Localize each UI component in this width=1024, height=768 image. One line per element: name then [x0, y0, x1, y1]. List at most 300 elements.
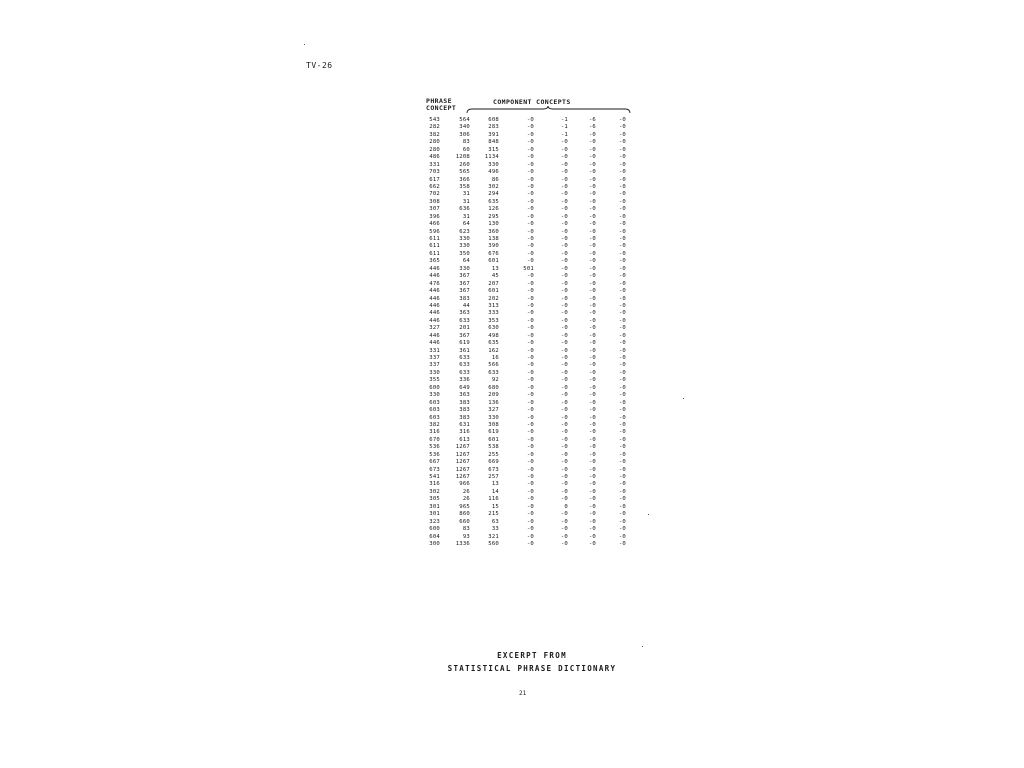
component-concept-cell: -0: [526, 518, 534, 525]
component-concept-cell: 673: [488, 466, 499, 473]
component-concept-cell: 126: [488, 206, 499, 213]
component-concept-cell: -0: [588, 146, 596, 153]
component-concept-cell: -0: [618, 407, 626, 414]
phrase-concept-cell: 600: [429, 526, 440, 533]
phrase-concept-cell: 323: [429, 518, 440, 525]
table-row: [424, 139, 634, 146]
component-concept-cell: -0: [560, 451, 568, 458]
component-concept-cell: -0: [560, 213, 568, 220]
phrase-concept-cell: 603: [429, 399, 440, 406]
table-row: [424, 422, 634, 429]
component-concept-cell: -0: [526, 288, 534, 295]
component-concept-cell: -0: [588, 154, 596, 161]
component-concept-cell: -0: [526, 317, 534, 324]
component-concept-cell: -0: [526, 459, 534, 466]
component-concept-cell: -1: [560, 131, 568, 138]
component-concept-cell: 202: [488, 295, 499, 302]
component-concept-cell: -0: [560, 436, 568, 443]
component-concept-cell: 383: [459, 407, 470, 414]
component-concept-cell: 635: [488, 198, 499, 205]
component-concept-cell: 848: [488, 139, 499, 146]
component-concept-cell: -0: [560, 154, 568, 161]
component-concept-cell: -0: [560, 481, 568, 488]
component-concept-cell: -0: [588, 317, 596, 324]
component-concept-cell: -0: [618, 213, 626, 220]
table-row: [424, 385, 634, 392]
component-concept-cell: -0: [560, 511, 568, 518]
phrase-concept-cell: 611: [429, 250, 440, 257]
component-concept-cell: -0: [588, 258, 596, 265]
component-concept-cell: -0: [618, 496, 626, 503]
component-concept-cell: -0: [588, 347, 596, 354]
component-concept-cell: -0: [618, 474, 626, 480]
phrase-concept-cell: 330: [429, 369, 440, 376]
component-concept-cell: -0: [618, 139, 626, 146]
component-concept-cell: -0: [560, 310, 568, 317]
component-concept-cell: -0: [588, 451, 596, 458]
table-row: [424, 229, 634, 236]
table-row: [424, 214, 634, 221]
component-concept-cell: -0: [560, 146, 568, 153]
table-row: [424, 541, 634, 548]
component-concept-cell: -0: [526, 399, 534, 406]
component-concept-cell: -0: [618, 540, 626, 547]
component-concept-cell: 63: [491, 518, 499, 525]
component-concept-cell: -0: [526, 154, 534, 161]
component-concept-cell: -0: [588, 421, 596, 428]
component-concept-cell: 207: [488, 280, 499, 287]
component-concept-cell: 93: [462, 533, 470, 540]
component-concept-cell: -0: [618, 191, 626, 198]
component-concept-cell: -0: [526, 533, 534, 540]
component-concept-cell: -0: [526, 250, 534, 257]
phrase-concept-cell: 702: [429, 191, 440, 198]
component-concept-cell: -0: [526, 183, 534, 190]
component-concept-cell: -0: [560, 533, 568, 540]
component-concept-cell: 360: [488, 228, 499, 235]
table-row: [424, 191, 634, 198]
component-concept-cell: 1267: [455, 451, 470, 458]
component-concept-cell: -0: [618, 198, 626, 205]
component-concept-cell: -0: [588, 228, 596, 235]
component-concept-cell: -0: [618, 206, 626, 213]
component-concept-cell: 86: [491, 176, 499, 183]
phrase-concept-heading: PHRASE CONCEPT: [426, 97, 457, 112]
table-row: [424, 526, 634, 533]
component-concept-cell: 390: [488, 243, 499, 250]
table-row: [424, 504, 634, 511]
component-concept-cell: 630: [488, 325, 499, 332]
table-row: [424, 184, 634, 191]
component-concept-cell: 363: [459, 310, 470, 317]
component-concept-cell: 13: [491, 481, 499, 488]
component-concept-cell: -0: [588, 325, 596, 332]
component-concept-cell: -0: [526, 139, 534, 146]
table-row: [424, 288, 634, 295]
component-concept-cell: -0: [618, 481, 626, 488]
table-row: [424, 221, 634, 228]
component-concept-cell: -0: [526, 436, 534, 443]
component-concept-cell: -0: [560, 429, 568, 436]
component-concept-cell: -0: [560, 392, 568, 399]
component-concept-cell: 619: [488, 429, 499, 436]
phrase-concept-cell: 307: [429, 206, 440, 213]
component-concept-cell: -0: [560, 258, 568, 265]
component-concept-cell: -0: [526, 325, 534, 332]
table-row: [424, 355, 634, 362]
component-concept-cell: -0: [588, 236, 596, 242]
component-concept-cell: 601: [488, 288, 499, 295]
component-concept-cell: -0: [526, 332, 534, 339]
component-concept-cell: -0: [560, 221, 568, 228]
table-row: [424, 281, 634, 288]
component-concept-cell: -0: [588, 459, 596, 466]
component-concept-cell: 44: [462, 302, 470, 309]
component-concept-cell: -0: [618, 429, 626, 436]
component-concept-cell: 336: [459, 377, 470, 384]
component-concept-cell: -0: [526, 340, 534, 347]
component-concept-cell: 565: [459, 169, 470, 176]
component-concept-cell: 636: [459, 206, 470, 213]
component-concept-cell: 383: [459, 399, 470, 406]
phrase-concept-cell: 486: [429, 154, 440, 161]
component-concept-cell: -0: [560, 317, 568, 324]
component-concept-cell: -0: [588, 191, 596, 198]
component-concept-cell: 255: [488, 451, 499, 458]
component-concept-cell: -0: [560, 414, 568, 421]
component-concept-cell: -0: [526, 355, 534, 361]
table-row: [424, 318, 634, 325]
phrase-concept-cell: 280: [429, 139, 440, 146]
component-concept-cell: -0: [560, 421, 568, 428]
phrase-concept-cell: 316: [429, 481, 440, 488]
component-concept-cell: -0: [588, 265, 596, 272]
component-concept-cell: -0: [526, 302, 534, 309]
component-concept-cell: -0: [618, 377, 626, 384]
component-concept-cell: -0: [560, 355, 568, 361]
component-concept-cell: -1: [560, 124, 568, 131]
component-concept-cell: -0: [588, 474, 596, 480]
component-concept-cell: 366: [459, 176, 470, 183]
component-concept-cell: -0: [526, 540, 534, 547]
component-concept-cell: -0: [526, 444, 534, 451]
component-concept-cell: -0: [526, 169, 534, 176]
component-concept-cell: -0: [560, 444, 568, 451]
table-row: [424, 199, 634, 206]
table-row: [424, 169, 634, 176]
phrase-concept-cell: 667: [429, 459, 440, 466]
component-concept-cell: -0: [526, 474, 534, 480]
component-concept-cell: -0: [588, 436, 596, 443]
component-concept-cell: 15: [491, 503, 499, 510]
component-concept-cell: -0: [560, 236, 568, 242]
component-concept-cell: -0: [618, 488, 626, 495]
component-concept-cell: 313: [488, 302, 499, 309]
component-concept-cell: -0: [618, 533, 626, 540]
component-concept-cell: -0: [588, 332, 596, 339]
component-concept-cell: -0: [588, 169, 596, 176]
component-concept-cell: -0: [588, 198, 596, 205]
table-row: [424, 310, 634, 317]
component-concept-cell: 358: [459, 183, 470, 190]
phrase-concept-cell: 446: [429, 273, 440, 280]
component-concept-cell: -0: [560, 369, 568, 376]
component-concept-cell: -0: [526, 407, 534, 414]
table-row: [424, 243, 634, 250]
component-concept-cell: -0: [588, 496, 596, 503]
component-concept-cell: -0: [526, 243, 534, 250]
component-concept-cell: 498: [488, 332, 499, 339]
component-concept-cell: 660: [459, 518, 470, 525]
component-concept-cell: -0: [588, 213, 596, 220]
table-row: [424, 362, 634, 369]
component-concept-cell: 496: [488, 169, 499, 176]
component-concept-cell: -0: [618, 451, 626, 458]
component-concept-cell: -6: [588, 124, 596, 131]
component-concept-cell: 649: [459, 384, 470, 391]
component-concept-cell: 966: [459, 481, 470, 488]
component-concept-cell: 367: [459, 273, 470, 280]
table-row: [424, 325, 634, 332]
component-concept-cell: -0: [526, 295, 534, 302]
component-concept-cell: -0: [526, 191, 534, 198]
component-concept-cell: 260: [459, 161, 470, 168]
phrase-concept-cell: 327: [429, 325, 440, 332]
component-concept-cell: 83: [462, 139, 470, 146]
component-concept-cell: -0: [560, 474, 568, 480]
component-concept-cell: 560: [488, 540, 499, 547]
table-row: [424, 511, 634, 518]
component-concept-cell: -0: [618, 243, 626, 250]
component-concept-cell: -0: [588, 243, 596, 250]
component-concept-cell: -0: [618, 146, 626, 153]
component-concept-cell: -0: [560, 250, 568, 257]
phrase-concept-cell: 446: [429, 310, 440, 317]
phrase-concept-cell: 305: [429, 496, 440, 503]
caption-line-2: STATISTICAL PHRASE DICTIONARY: [447, 664, 617, 673]
component-concept-cell: 1336: [455, 540, 470, 547]
component-concept-cell: -0: [618, 228, 626, 235]
component-concept-cell: 330: [459, 243, 470, 250]
component-concept-cell: -0: [588, 384, 596, 391]
component-concept-cell: 64: [462, 221, 470, 228]
phrase-concept-cell: 596: [429, 228, 440, 235]
phrase-concept-cell: 446: [429, 317, 440, 324]
component-concept-cell: -0: [588, 273, 596, 280]
component-concept-cell: -0: [588, 280, 596, 287]
phrase-concept-cell: 670: [429, 436, 440, 443]
table-row: [424, 534, 634, 541]
component-concept-cell: -0: [618, 340, 626, 347]
component-concept-cell: -0: [618, 169, 626, 176]
component-concept-cell: -0: [560, 384, 568, 391]
phrase-concept-cell: 396: [429, 213, 440, 220]
table-row: [424, 266, 634, 273]
table-row: [424, 489, 634, 496]
component-concept-cell: -0: [526, 511, 534, 518]
component-concept-cell: 257: [488, 474, 499, 480]
component-concept-cell: -0: [560, 362, 568, 369]
component-concept-cell: -0: [526, 198, 534, 205]
phrase-concept-cell: 662: [429, 183, 440, 190]
phrase-concept-cell: 673: [429, 466, 440, 473]
component-concept-cell: 31: [462, 191, 470, 198]
component-concept-cell: -0: [560, 347, 568, 354]
phrase-concept-cell: 611: [429, 236, 440, 242]
phrase-concept-cell: 603: [429, 407, 440, 414]
component-concept-cell: 60: [462, 146, 470, 153]
component-concept-cell: 0: [564, 503, 568, 510]
phrase-concept-cell: 330: [429, 392, 440, 399]
component-concept-cell: 130: [488, 221, 499, 228]
phrase-concept-cell: 316: [429, 429, 440, 436]
component-concept-cell: -0: [526, 526, 534, 533]
component-concept-cell: 14: [491, 488, 499, 495]
component-concept-cell: -0: [560, 399, 568, 406]
component-concept-cell: -0: [560, 265, 568, 272]
table-row: [424, 124, 634, 131]
component-concept-cell: -0: [588, 183, 596, 190]
component-concept-cell: 321: [488, 533, 499, 540]
component-concept-cell: 669: [488, 459, 499, 466]
component-concept-cell: -0: [588, 518, 596, 525]
component-concept-cell: -0: [526, 429, 534, 436]
component-concept-cell: -0: [618, 295, 626, 302]
component-concept-cell: 633: [488, 369, 499, 376]
component-concept-cell: -0: [618, 436, 626, 443]
component-concept-cell: -0: [618, 347, 626, 354]
component-concept-cell: -0: [560, 325, 568, 332]
component-concept-cell: -0: [588, 526, 596, 533]
table-row: [424, 147, 634, 154]
component-concept-cell: -0: [618, 154, 626, 161]
component-concept-cell: -0: [588, 392, 596, 399]
component-concept-cell: -0: [588, 362, 596, 369]
component-concept-cell: -0: [526, 362, 534, 369]
component-concept-cell: -0: [560, 340, 568, 347]
component-concept-cell: 383: [459, 295, 470, 302]
phrase-concept-cell: 446: [429, 265, 440, 272]
component-concept-cell: -0: [526, 377, 534, 384]
component-concept-cell: -0: [526, 124, 534, 131]
phrase-concept-cell: 301: [429, 503, 440, 510]
component-concept-cell: -0: [526, 258, 534, 265]
component-concept-cell: -0: [588, 540, 596, 547]
component-concept-cell: 631: [459, 421, 470, 428]
table-row: [424, 273, 634, 280]
component-concept-cell: 1267: [455, 474, 470, 480]
component-concept-cell: -0: [526, 213, 534, 220]
component-concept-cell: -0: [618, 221, 626, 228]
component-concept-cell: -0: [618, 503, 626, 510]
component-concept-cell: -0: [526, 131, 534, 138]
component-concept-cell: 633: [459, 317, 470, 324]
component-concept-cell: -0: [588, 488, 596, 495]
component-concept-cell: -0: [618, 124, 626, 131]
phrase-concept-cell: 382: [429, 421, 440, 428]
component-concept-cell: -0: [526, 421, 534, 428]
component-concept-cell: 330: [459, 265, 470, 272]
component-concept-cell: -0: [560, 295, 568, 302]
component-concept-cell: -0: [560, 459, 568, 466]
component-concept-cell: -0: [588, 295, 596, 302]
table-row: [424, 429, 634, 436]
phrase-concept-cell: 466: [429, 221, 440, 228]
phrase-concept-cell: 337: [429, 355, 440, 361]
component-concept-cell: 333: [488, 310, 499, 317]
component-concept-cell: -0: [588, 288, 596, 295]
component-concept-cell: -0: [618, 466, 626, 473]
component-concept-cell: -0: [588, 466, 596, 473]
component-concept-cell: -0: [560, 176, 568, 183]
component-concept-cell: 1134: [484, 154, 499, 161]
table-row: [424, 154, 634, 161]
component-concept-cell: -0: [526, 228, 534, 235]
component-concept-cell: -0: [560, 183, 568, 190]
table-row: [424, 132, 634, 139]
component-concept-cell: 601: [488, 258, 499, 265]
component-concept-cell: -0: [618, 273, 626, 280]
component-concept-cell: -0: [588, 377, 596, 384]
component-concept-cell: 327: [488, 407, 499, 414]
component-concept-cell: -0: [560, 332, 568, 339]
component-concept-cell: 501: [523, 265, 534, 272]
component-concept-cell: 965: [459, 503, 470, 510]
component-concept-cell: 306: [459, 131, 470, 138]
component-concept-cell: -0: [618, 518, 626, 525]
component-concept-cell: -0: [560, 280, 568, 287]
component-concept-cell: 302: [488, 183, 499, 190]
table-row: [424, 496, 634, 503]
component-concept-cell: 283: [488, 124, 499, 131]
component-concept-cell: 680: [488, 384, 499, 391]
phrase-concept-cell: 604: [429, 533, 440, 540]
phrase-concept-cell: 446: [429, 288, 440, 295]
component-concept-cell: 361: [459, 347, 470, 354]
component-concept-cell: -6: [588, 117, 596, 123]
component-concept-cell: 363: [459, 392, 470, 399]
component-concept-cell: 367: [459, 288, 470, 295]
phrase-concept-cell: 536: [429, 444, 440, 451]
component-concept-cell: -0: [618, 258, 626, 265]
component-concept-cell: -0: [526, 176, 534, 183]
component-concept-cell: -0: [526, 488, 534, 495]
phrase-concept-cell: 280: [429, 146, 440, 153]
component-concept-cell: 633: [459, 369, 470, 376]
component-concept-cell: -0: [618, 302, 626, 309]
component-concept-cell: -0: [618, 265, 626, 272]
component-concept-cell: 538: [488, 444, 499, 451]
table-row: [424, 377, 634, 384]
table-row: [424, 400, 634, 407]
table-row: [424, 162, 634, 169]
component-concept-cell: -0: [618, 117, 626, 123]
component-concept-cell: 608: [488, 117, 499, 123]
component-concept-cell: 391: [488, 131, 499, 138]
phrase-concept-cell: 603: [429, 414, 440, 421]
phrase-concept-cell: 617: [429, 176, 440, 183]
component-concept-cell: -0: [560, 540, 568, 547]
component-concept-cell: -0: [618, 369, 626, 376]
caption: [424, 649, 640, 675]
component-concept-cell: -0: [526, 221, 534, 228]
phrase-concept-cell: 365: [429, 258, 440, 265]
component-concept-cell: 383: [459, 414, 470, 421]
component-concept-cell: 13: [491, 265, 499, 272]
component-concept-cell: -0: [526, 466, 534, 473]
component-concept-cell: -0: [526, 503, 534, 510]
component-concept-cell: 353: [488, 317, 499, 324]
